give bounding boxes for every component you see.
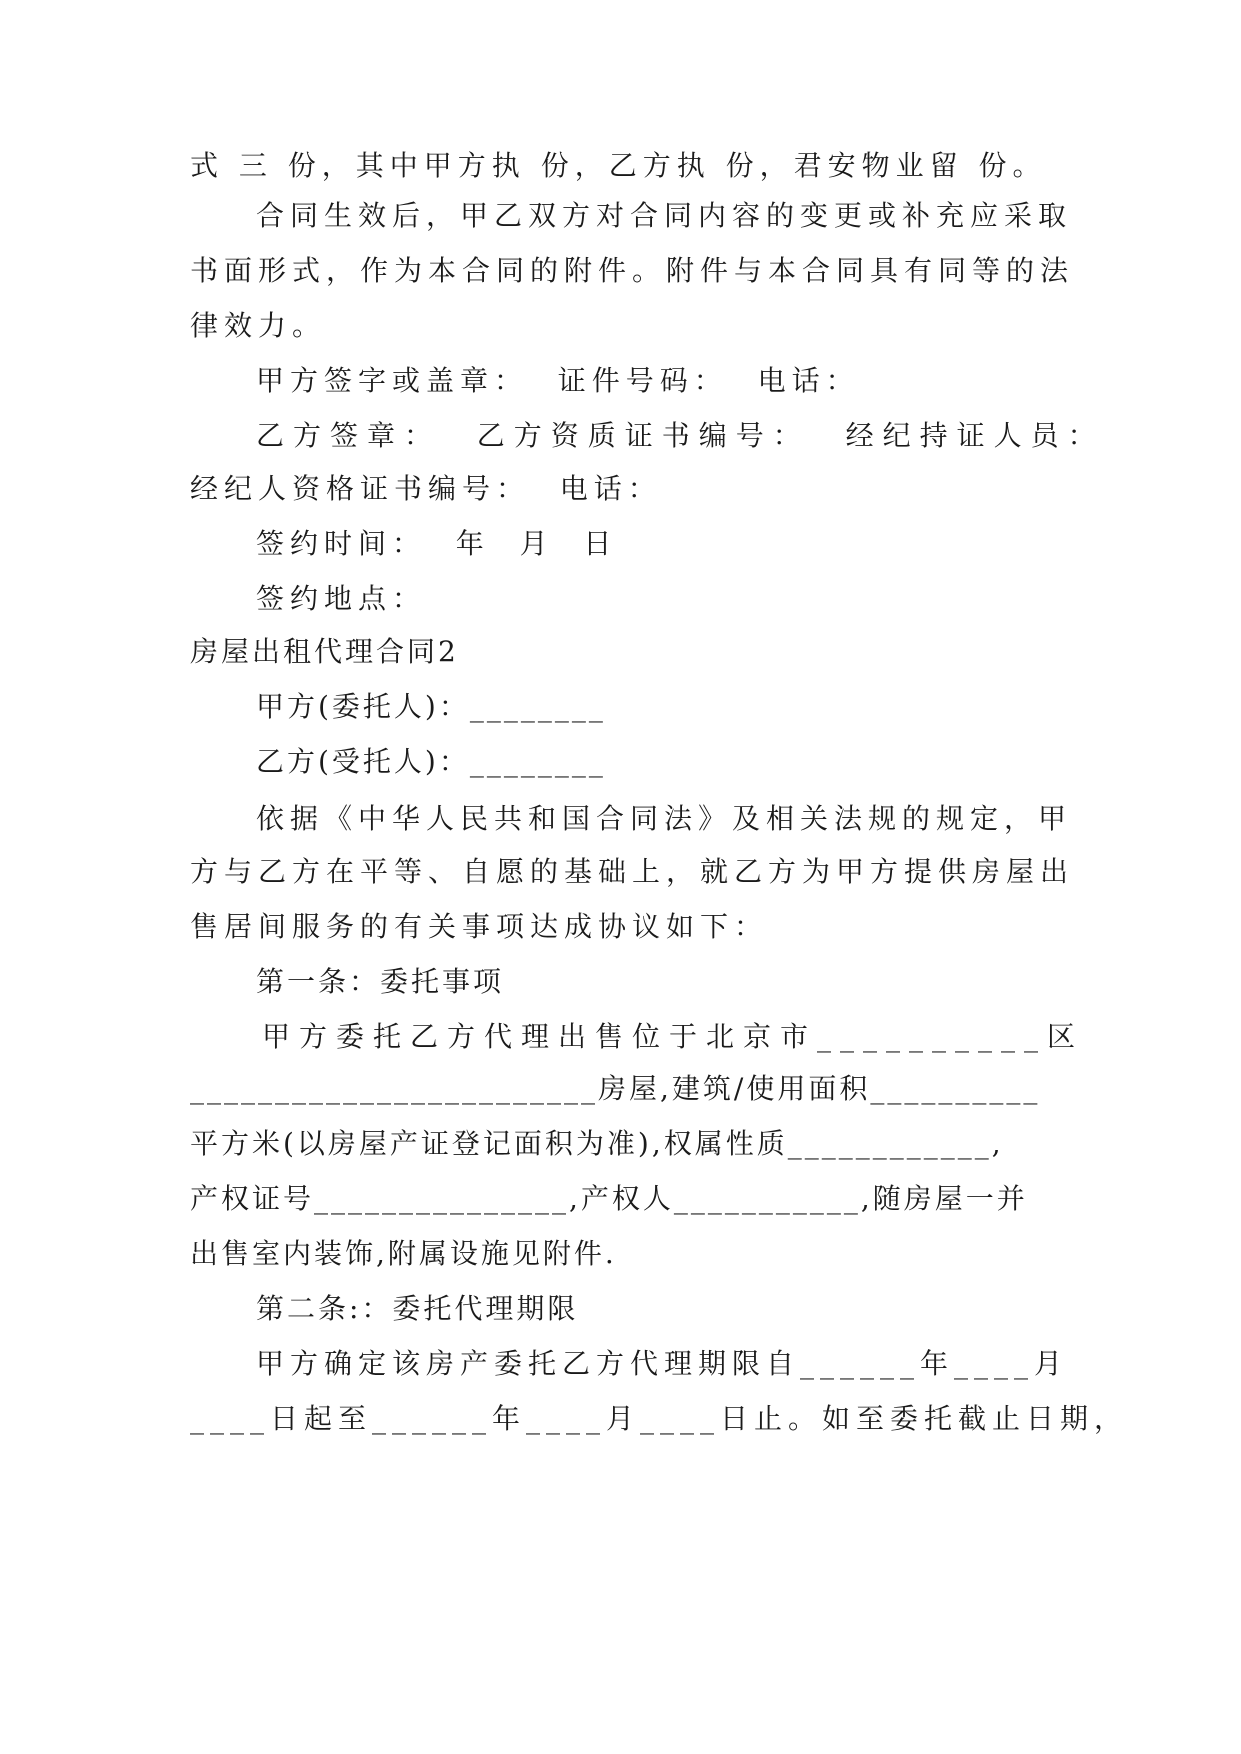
party-b-line: 乙方(受托人)：________	[256, 745, 606, 778]
paragraph-line: ________________________房屋,建筑/使用面积__________	[190, 1072, 1041, 1105]
paragraph-line: 方与乙方在平等、自愿的基础上，就乙方为甲方提供房屋出	[190, 855, 1075, 888]
paragraph-line: 合同生效后，甲乙双方对合同内容的变更或补充应采取	[256, 199, 1073, 232]
paragraph-line: 平方米(以房屋产证登记面积为准),权属性质____________,	[190, 1127, 1004, 1160]
signature-line-party-a: 甲方签字或盖章： 证件号码： 电话：	[256, 364, 860, 397]
paragraph-line: 依据《中华人民共和国合同法》及相关法规的规定，甲	[256, 802, 1073, 835]
paragraph-line: 甲方委托乙方代理出售位于北京市__________区	[262, 1020, 1085, 1053]
section-title: 房屋出租代理合同2	[190, 635, 459, 668]
signing-date-line: 签约时间： 年 月 日	[256, 527, 618, 560]
paragraph-line: 售居间服务的有关事项达成协议如下：	[190, 910, 769, 943]
party-a-line: 甲方(委托人)：________	[256, 690, 606, 723]
paragraph-line: ____日起至______年____月____日止。如至委托截止日期，	[190, 1402, 1129, 1435]
paragraph-line: 出售室内装饰,附属设施见附件.	[190, 1237, 617, 1270]
paragraph-line: 甲方确定该房产委托乙方代理期限自______年____月	[256, 1347, 1069, 1380]
paragraph-line: 式 三 份，其中甲方执 份，乙方执 份，君安物业留 份。	[190, 149, 1047, 182]
paragraph-line: 律效力。	[190, 309, 327, 342]
agent-certificate-line: 经纪人资格证书编号： 电话：	[190, 472, 662, 505]
signature-line-party-b: 乙方签章： 乙方资质证书编号： 经纪持证人员：	[256, 419, 1105, 452]
article-heading: 第二条:：委托代理期限	[256, 1292, 579, 1325]
article-heading: 第一条：委托事项	[256, 965, 505, 998]
signing-place-line: 签约地点：	[256, 582, 427, 615]
paragraph-line: 书面形式，作为本合同的附件。附件与本合同具有同等的法	[190, 254, 1075, 287]
paragraph-line: 产权证号_______________,产权人___________,随房屋一并	[190, 1182, 1028, 1215]
